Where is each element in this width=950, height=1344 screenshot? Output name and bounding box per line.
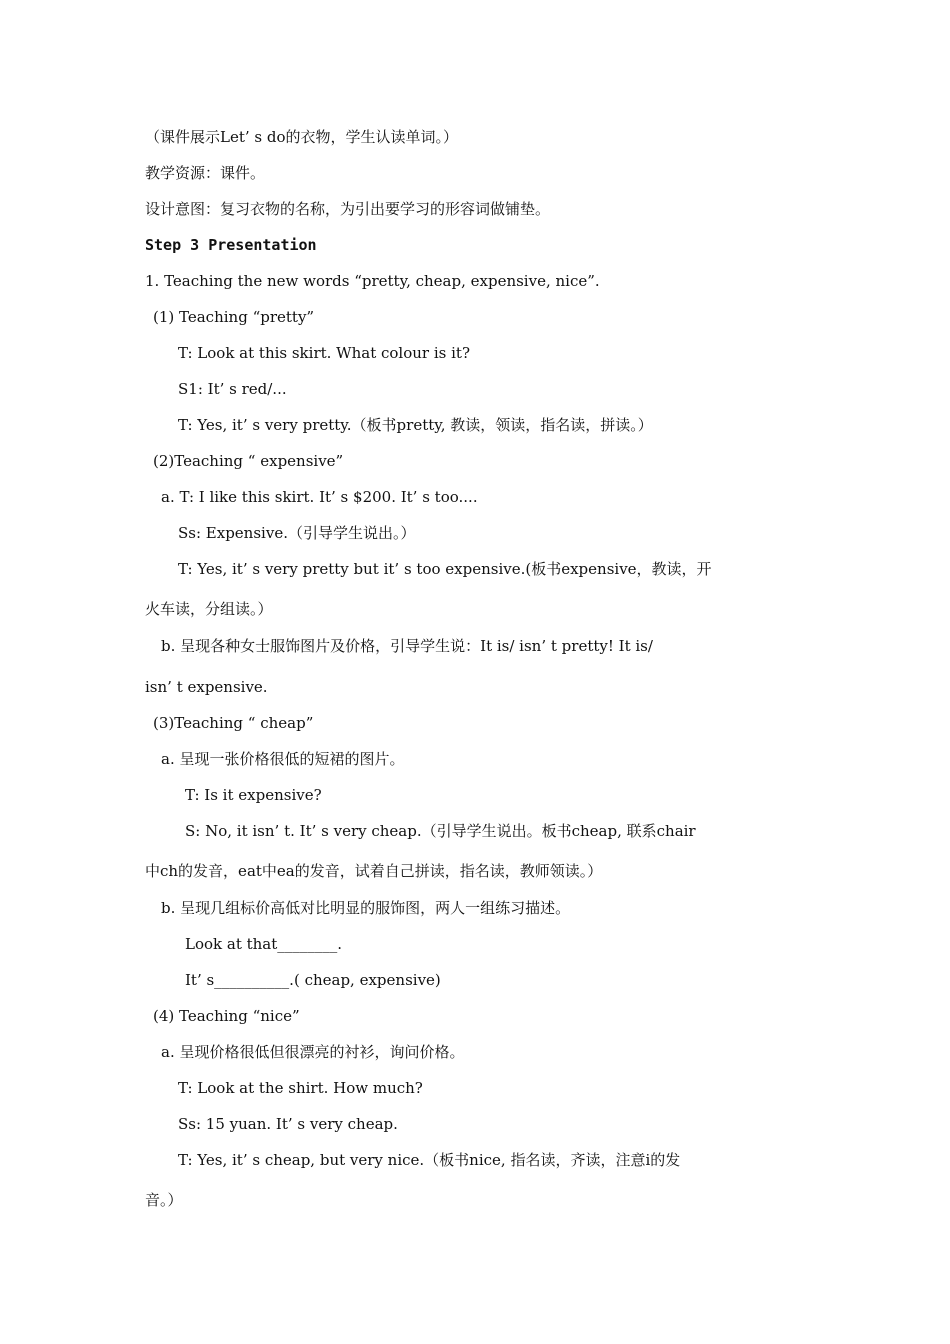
text-line-14: 火车读，分组读。） — [145, 600, 273, 618]
text-line-2: 教学资源：课件。 — [145, 164, 266, 182]
text-line-24: It’ s__________.( cheap, expensive) — [185, 971, 441, 989]
text-line-23: Look at that________. — [185, 935, 343, 953]
text-line-1: （课件展示Let’ s do的衣物，学生认读单词。） — [145, 128, 459, 146]
text-line-13: T: Yes, it’ s very pretty but it’ s too expensive.(板书expensive，教读，开 — [178, 560, 712, 578]
text-line-20: S: No, it isn’ t. It’ s very cheap.（引导学生说出。板书cheap, 联系chair — [185, 822, 696, 840]
text-line-16: isn’ t expensive. — [145, 678, 268, 696]
text-line-5: 1. Teaching the new words “pretty, cheap, expensive, nice”. — [145, 272, 600, 290]
subsection-cheap: (3)Teaching “ cheap” — [153, 714, 314, 732]
subsection-nice: (4) Teaching “nice” — [153, 1007, 300, 1025]
text-line-28: Ss: 15 yuan. It’ s very cheap. — [178, 1115, 398, 1133]
text-line-27: T: Look at the shirt. How much? — [178, 1079, 423, 1097]
text-line-3: 设计意图：复习衣物的名称，为引出要学习的形容词做铺垫。 — [145, 200, 551, 218]
text-line-8: S1: It’ s red/... — [178, 380, 287, 398]
section-heading: Step 3 Presentation — [145, 236, 317, 254]
text-line-15: b. 呈现各种女士服饰图片及价格，引导学生说：It is/ isn’ t pretty! It is/ — [161, 637, 653, 655]
text-line-22: b. 呈现几组标价高低对比明显的服饰图，两人一组练习描述。 — [161, 899, 571, 917]
text-line-18: a. 呈现一张价格很低的短裙的图片。 — [161, 750, 405, 768]
text-line-19: T: Is it expensive? — [185, 786, 322, 804]
text-line-7: T: Look at this skirt. What colour is it? — [178, 344, 470, 362]
text-line-11: a. T: I like this skirt. It’ s $200. It’ s too.... — [161, 488, 478, 506]
text-line-12: Ss: Expensive.（引导学生说出。） — [178, 524, 416, 542]
text-line-9: T: Yes, it’ s very pretty.（板书pretty, 教读，领读，指名读，拼读。） — [178, 416, 653, 434]
subsection-pretty: (1) Teaching “pretty” — [153, 308, 315, 326]
text-line-29: T: Yes, it’ s cheap, but very nice.（板书nice, 指名读，齐读，注意i的发 — [178, 1151, 681, 1169]
text-line-30: 音。） — [145, 1191, 183, 1209]
text-line-26: a. 呈现价格很低但很漂亮的衬衫，询问价格。 — [161, 1043, 465, 1061]
text-line-21: 中ch的发音，eat中ea的发音，试着自己拼读，指名读，教师领读。） — [145, 862, 603, 880]
subsection-expensive: (2)Teaching “ expensive” — [153, 452, 344, 470]
